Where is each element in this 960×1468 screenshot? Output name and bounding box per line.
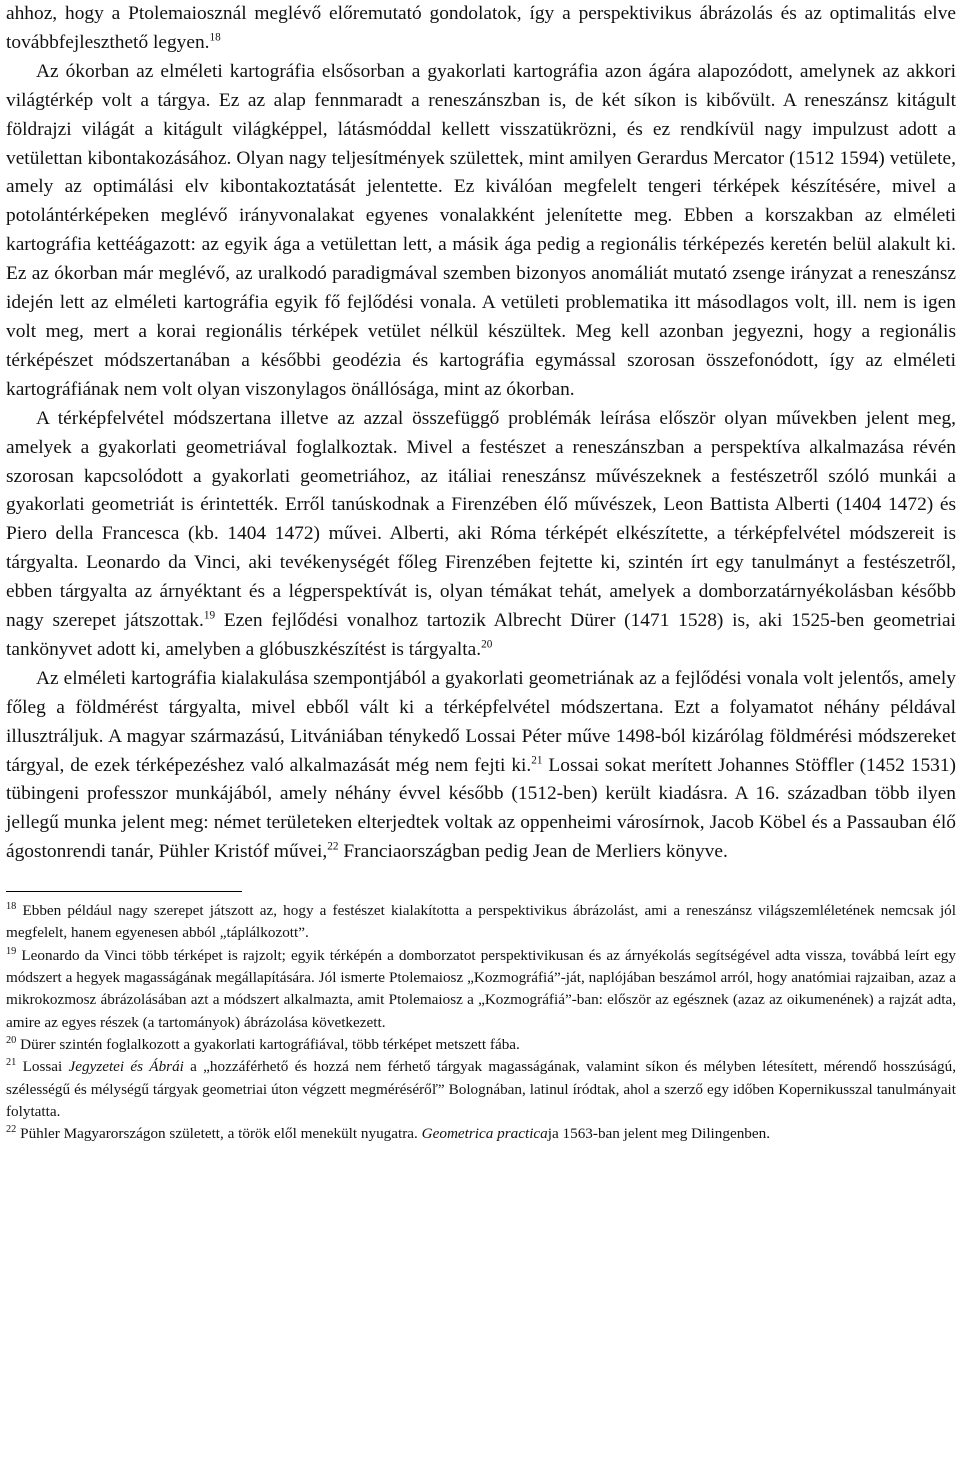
paragraph-1: [6, 0, 956, 58]
footnote-19: [6, 945, 956, 1034]
paragraph-4: [6, 665, 956, 867]
paragraph-3-text-a: A térképfelvétel módszertana illetve az azzal összefüggő problémák leírása először olyan művekben jelent meg, amelyek a gyakorlati geometriával foglalkoztak. Mivel a festészet a reneszánszban a perspektíva alkalmazása révén szorosan kapcsolódott a gyakorlati geometriához, az itáliai reneszánsz művészeknek a festészetről szóló munkái a gyakorlati geometriát is érintették. Erről tanúskodnak a Firenzében élő művészek, Leon Battista Alberti (1404 1472) és Piero della Francesca (kb. 1404 1472) művei. Alberti, aki Róma térképét elkészítette, a térképfelvétel módszereit is tárgyalta. Leonardo da Vinci, aki tevékenységét főleg Firenzében fejtette ki, szintén írt egy tanulmányt a festészetről, ebben tárgyalta az árnyéktant és a légperspektívát is, olyan témákat tehát, amelyek a domborzatárnyékolásban később nagy szerepet játszottak.: [6, 407, 956, 632]
paragraph-3-text-b: Ezen fejlődési vonalhoz tartozik Albrecht Dürer (1471 1528) is, aki 1525-ben geometriai tankönyvet adott ki, amelyben a glóbuszkészítést is tárgyalta.: [6, 610, 956, 660]
footnote-text-a: Pühler Magyarországon született, a török elől menekült nyugatra.: [16, 1125, 422, 1143]
footnote-number: 22: [6, 1124, 17, 1136]
main-text: [6, 0, 956, 867]
footnote-work-title: Jegyzetei és Ábrái: [68, 1058, 184, 1076]
paragraph-4-text-b: Lossai sokat merített Johannes Stöffler (1452 1531) tübingeni professzor munkájából, amely néhány évvel később (1512-ben) került kiadásra. A 16. században több ilyen jellegű munka jelent meg: német területeken elterjedtek voltak az oppenheimi városírnok, Jacob Köbel és a Passauban élő ágostonrendi tanár, Pühler Kristóf művei,: [6, 754, 956, 863]
footnote-text: Ebben például nagy szerepet játszott az, hogy a festészet kialakította a perspektivikus ábrázolást, ami a reneszánsz világszemléletének nemcsak jól megfelelt, hanem egyenesen abból „táplálkozott”.: [6, 902, 956, 942]
footnote-text-b: ja 1563-ban jelent meg Dilingenben.: [547, 1125, 771, 1143]
footnote-text: Dürer szintén foglalkozott a gyakorlati kartográfiával, több térképet metszett fába.: [16, 1035, 520, 1053]
footnote-text-a: Lossai: [16, 1058, 69, 1076]
paragraph-2: Az ókorban az elméleti kartográfia elsősorban a gyakorlati kartográfia azon ágára alapozódott, amelynek az akkori világtérkép volt a tárgya. Ez az alap fennmaradt a reneszánszban is, de két síkon is kibővült. A reneszánsz kitágult földrajzi világát a kitágult világképpel, látásmóddal kellett visszatükrözni, és ez rendkívül nagy impulzust adott a vetülettan kibontakozásához. Olyan nagy teljesítmények születtek, mint amilyen Gerardus Mercator (1512 1594) vetülete, amely az optimálási elv kibontakoztatását jelentette. Ez kiválóan megfelelt tengeri térképek készítésére, mivel a potolántérképeken meglévő irányvonalakat egyenes vonalakként jelenítette meg. Ebben a korszakban az elméleti kartográfia kettéágazott: az egyik ága a vetülettan lett, a másik ága pedig a regionális térképezés keretén belül alakult ki. Ez az ókorban már meglévő, az uralkodó paradigmával szemben bizonyos anomáliát mutató zsenge irányzat a reneszánsz idején lett az elméleti kartográfia egyik fő fejlődési vonala. A vetületi problematika itt másodlagos volt, ill. nem is igen volt meg, mert a korai regionális térképek vetület nélkül készültek. Meg kell azonban jegyezni, hogy a regionális térképészet módszertanában a későbbi geodézia és kartográfia egymással szorosan összefonódott, így az elméleti kartográfiának nem volt olyan viszonylagos önállósága, mint az ókorban.: [6, 60, 956, 400]
footnote-work-title: Geometrica practica: [421, 1125, 548, 1143]
footnote-ref-19[interactable]: 19: [203, 609, 216, 622]
footnote-number: 20: [6, 1034, 17, 1046]
footnote-ref-18[interactable]: 18: [209, 31, 221, 44]
footnote-number: 18: [6, 901, 17, 913]
paragraph-4-text-a: Az elméleti kartográfia kialakulása szempontjából a gyakorlati geometriának az a fejlődési vonala volt jelentős, amely főleg a földmérést tárgyalta, mivel ebből vált ki a térképfelvétel módszertana. Ezt a folyamatot néhány példával illusztráljuk. A magyar származású, Litvániában ténykedő Lossai Péter műve 1498-ból kizárólag földmérési módszereket tárgyal, de ezek térképezéshez való alkalmazását még nem fejti ki.: [6, 667, 956, 776]
footnote-20: [6, 1034, 956, 1056]
paragraph-3: [6, 405, 956, 665]
footnote-number: 19: [6, 945, 17, 957]
footnote-text-b: a „hozzáférhető és hozzá nem férhető tárgyak magasságának, valamint síkon és mélyben létesített, mérendő hosszúságú, szélességű és mélységű tárgyak geometriai úton végzett megmérésérőľ” Bolognában, latinul íródtak, ahol a szerző egy időben Kopernikusszal tanulmányait folytatta.: [6, 1058, 956, 1120]
footnote-divider: [6, 891, 242, 892]
footnote-18: [6, 900, 956, 945]
footnote-ref-22[interactable]: 22: [327, 840, 339, 853]
footnotes: [6, 900, 956, 1145]
footnote-22: [6, 1123, 956, 1145]
footnote-ref-21[interactable]: 21: [531, 754, 543, 767]
footnote-number: 21: [6, 1057, 17, 1069]
paragraph-4-text-c: Franciaországban pedig Jean de Merliers könyve.: [338, 841, 728, 863]
footnote-21: [6, 1056, 956, 1123]
footnote-ref-20[interactable]: 20: [481, 638, 493, 651]
paragraph-1-text: ahhoz, hogy a Ptolemaiosznál meglévő előremutató gondolatok, így a perspektivikus ábrázolás és az optimalitás elve továbbfejleszthető legyen.: [6, 3, 956, 53]
footnote-text: Leonardo da Vinci több térképet is rajzolt; egyik térképén a domborzatot perspektivikusan és az árnyékolás segítségével adta vissza, továbbá leírt egy módszert a hegyek magasságának megállapítására. Jól ismerte Ptolemaiosz „Kozmográfiá”-ját, naplójában beszámol arról, hogy anatómiai rajzaiban, azaz a mikrokozmosz ábrázolásában azt a módszert alkalmazta, amit Ptolemaiosz a „Kozmográfiá”-ban: először az egésznek (azaz az oikumenének) a rajzát adta, amire az egyes részek (a tartományok) ábrázolása következett.: [6, 946, 956, 1031]
